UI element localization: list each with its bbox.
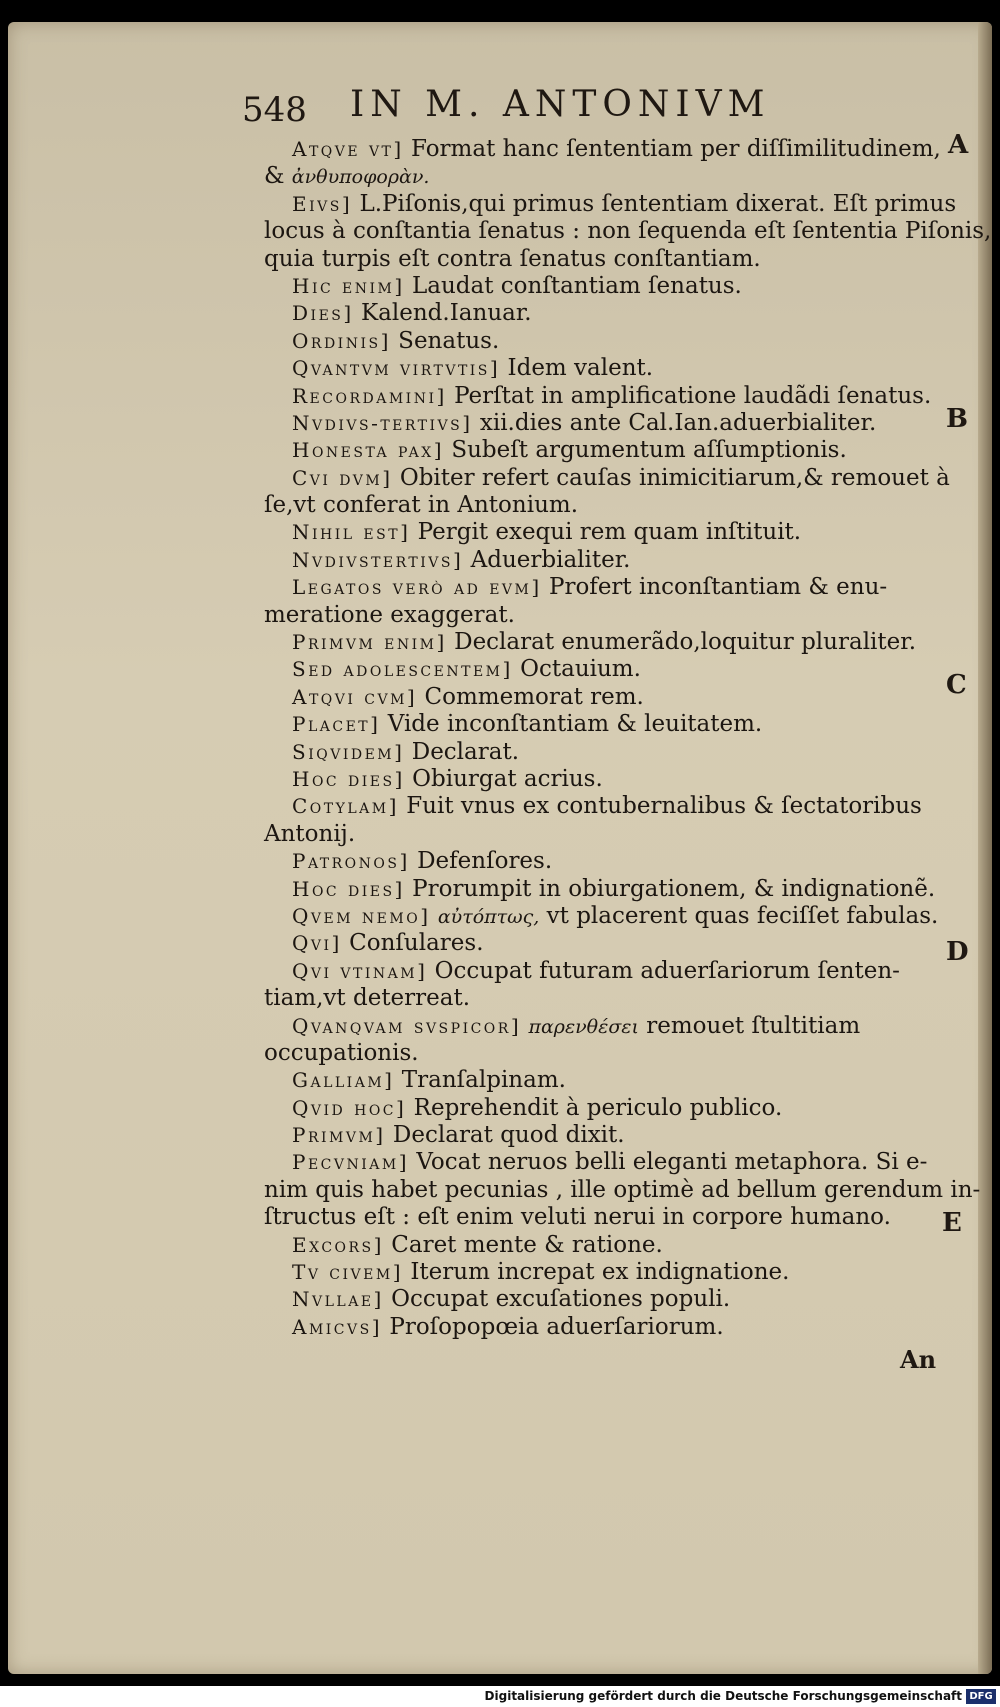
gloss-text: Caret mente & ratione. [383,1231,663,1258]
text-line [264,218,992,245]
lemma: Hic enim] [292,273,405,298]
lemma: Pecvniam] [292,1150,410,1175]
text-line [264,602,954,629]
text-line [264,1122,954,1149]
margin-letter-e: E [942,1208,962,1238]
gloss-text: Format hanc ſententiam per diſſimilitudinem, [403,136,941,162]
text-line [264,684,954,711]
margin-letter-a: A [948,130,969,160]
gloss-text: Tranſalpinam. [394,1067,566,1094]
gloss-text [431,903,438,929]
gloss-text: nim quis habet pecunias , ille optimè ad bellum gerendum in- [264,1176,981,1203]
lemma: Qvid hoc] [292,1095,407,1120]
gloss-text: Fuit vnus ex contubernalibus & ſectatoribus [398,793,922,820]
gloss-text: L.Piſonis,qui primus ſententiam dixerat. Eſt primus [352,190,957,217]
gloss-text: Vocat neruos belli eleganti metaphora. Si e- [409,1149,928,1176]
greek-term: παρενθέσει [528,1015,639,1038]
text-line [264,958,954,985]
gloss-text: Declarat enumerãdo,loquitur pluraliter. [446,629,917,656]
gloss-text: Occupat futuram aduerſariorum ſenten- [427,957,900,984]
text-line [264,1040,954,1067]
lemma: Honesta pax] [292,438,445,463]
text-line [264,300,954,327]
text-line [264,1204,954,1231]
text-line [264,383,954,410]
gloss-text-tail: vt placerent quas feciſſet fabulas. [539,902,939,929]
gloss-text: Reprehendit à periculo publico. [406,1094,783,1121]
text-line [264,328,954,355]
gloss-text: tiam,vt deterreat. [264,985,471,1012]
lemma: Qvi] [292,931,342,956]
running-title: IN M. ANTONIVM [350,84,771,125]
text-line [264,876,954,903]
text-line [264,1259,954,1286]
page-edge-shadow [978,22,992,1674]
text-line [264,739,954,766]
text-line [264,629,954,656]
text-line [264,136,954,163]
text-line [264,547,954,574]
gloss-text: quia turpis eſt contra ſenatus conſtantiam. [264,245,761,272]
lemma: Amicvs] [292,1314,383,1339]
gloss-text: Declarat quod dixit. [385,1122,625,1149]
lemma: Nvdivs-tertivs] [292,410,473,435]
lemma: Atqvi cvm] [292,684,418,709]
gloss-text: Defenſores. [409,848,553,875]
lemma: Dies] [292,301,354,326]
text-line [264,410,954,437]
text-line [264,1067,954,1094]
gloss-text: Idem valent. [500,355,654,382]
gloss-text: Perſtat in amplificatione laudãdi ſenatus. [446,382,932,409]
gloss-text: Commemorat rem. [417,683,644,710]
gloss-text: ſe,vt conferat in Antonium. [264,492,579,519]
gloss-text: Octauium. [512,656,641,683]
text-line [264,711,954,738]
text-line [264,1286,954,1313]
lemma: Patronos] [292,849,410,874]
gloss-text: occupationis. [264,1039,419,1066]
lemma: Qvantvm virtvtis] [292,356,501,381]
gloss-text: Antonij. [264,820,356,847]
lemma: Excors] [292,1232,384,1257]
text-line [264,574,954,601]
text-line [264,1176,981,1204]
text-line [264,492,954,519]
text-line [264,930,954,957]
footer-bar [0,1686,1000,1707]
gloss-text: Profert inconſtantiam & enu- [541,574,888,601]
lemma: Qvi vtinam] [292,958,428,983]
text-line [264,1314,954,1341]
lemma: Placet] [292,712,381,737]
page-number: 548 [242,90,307,130]
gloss-text: Subeſt argumentum aſſumptionis. [444,437,847,464]
text-line [264,766,954,793]
text-line [264,1232,954,1259]
gloss-text: locus à conſtantia ſenatus : non ſequenda eſt ſententia Piſonis, [264,218,992,245]
text-line [264,163,954,190]
text-line [264,437,954,464]
text-line [264,1149,954,1176]
lemma: Nvllae] [292,1287,384,1312]
gloss-text: Iterum increpat ex indignatione. [403,1259,790,1286]
lemma: Hoc dies] [292,876,405,901]
text-line [264,1013,954,1040]
gloss-text: Conſulares. [341,930,484,957]
text-line [264,821,954,848]
gloss-text: Occupat excuſationes populi. [383,1286,731,1313]
text-line [264,519,954,546]
catchword: An [900,1345,937,1374]
lemma: Tv civem] [292,1260,404,1285]
margin-letter-b: B [946,404,968,434]
lemma: Ordinis] [292,328,391,353]
lemma: Recordamini] [292,383,447,408]
gloss-text: Pergit exequi rem quam inſtituit. [410,519,802,546]
lemma: Siqvidem] [292,739,405,764]
lemma: Qvanqvam svspicor] [292,1013,522,1038]
gloss-text: Laudat conſtantiam ſenatus. [404,272,742,299]
text-line [264,246,954,273]
text-line [264,793,954,820]
lemma: Sed adolescentem] [292,657,513,682]
gloss-text: ſtructus eſt : eſt enim veluti nerui in corpore humano. [264,1204,891,1231]
gloss-text: Aduerbialiter. [463,546,631,573]
text-line [264,465,954,492]
gloss-text: meratione exaggerat. [264,601,515,628]
text-line [264,1095,954,1122]
lemma: Atqve vt] [292,137,404,161]
dfg-logo: DFG [966,1689,996,1704]
lemma: Nvdivstertivs] [292,547,464,572]
lemma: Legatos verò ad evm] [292,575,542,600]
gloss-text: Proſopopœia aduerſariorum. [382,1313,724,1340]
margin-letter-c: C [946,670,967,700]
gloss-text: & [264,163,292,190]
text-line [264,190,957,218]
lemma: Eivs] [292,191,353,216]
funding-notice: Digitalisierung gefördert durch die Deutsche Forschungsgemeinschaft [484,1689,962,1703]
gloss-text-tail: remouet ſtultitiam [638,1012,861,1039]
margin-letter-d: D [946,937,969,967]
lemma: Primvm enim] [292,630,447,655]
text-line [264,903,954,930]
lemma: Primvm] [292,1123,386,1148]
lemma: Cotylam] [292,794,399,819]
greek-term: ἀνθυποφορὰν. [291,166,430,189]
gloss-text: Obiurgat acrius. [404,765,603,792]
gloss-text: Vide inconſtantiam & leuitatem. [380,711,763,738]
commentary-text [264,136,992,1341]
text-line [264,985,954,1012]
lemma: Qvem nemo] [292,903,431,928]
text-line [264,848,954,875]
lemma: Galliam] [292,1068,395,1093]
text-line [264,355,954,382]
page-header [242,80,942,140]
gloss-text: Declarat. [404,738,520,765]
lemma: Nihil est] [292,520,411,545]
text-line [264,656,954,683]
gloss-text: Senatus. [390,327,500,354]
gloss-text: Kalend.Ianuar. [353,300,532,327]
lemma: Hoc dies] [292,766,405,791]
greek-term: αὐτόπτως, [437,905,540,928]
gloss-text: xii.dies ante Cal.Ian.aduerbialiter. [472,409,877,436]
gloss-text: Prorumpit in obiurgationem, & indignationẽ. [404,875,936,902]
gloss-text: Obiter refert cauſas inimicitiarum,& remouet à [392,464,950,491]
text-line [264,273,954,300]
lemma: Cvi dvm] [292,465,393,490]
